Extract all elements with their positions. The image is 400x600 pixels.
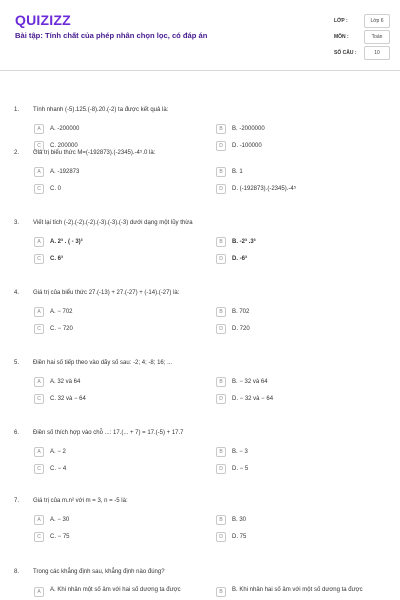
option-a[interactable] [34,306,73,318]
option-d[interactable] [216,253,247,265]
option-letter: A [34,377,44,387]
option-c[interactable] [34,463,66,475]
option-a[interactable] [34,123,79,135]
option-d[interactable] [216,140,262,152]
option-text: B. -2³ .3³ [232,239,256,245]
option-text: C. − 75 [50,534,70,540]
question-number: 1. [14,107,20,113]
meta-label: SỐ CÂU : [334,50,357,56]
option-c[interactable] [34,531,70,543]
meta-row-class [330,14,390,30]
option-text: A. -192873 [50,169,80,175]
option-text: A. 32 và 64 [50,379,81,385]
option-letter: C [34,184,44,194]
question-text: Giá trị biểu thức M=(-192873).(-2345).-4⁵.0 là: [33,150,156,156]
option-letter: A [34,587,44,597]
question-number: 8. [14,569,20,575]
option-letter: D [216,394,226,404]
option-text: D. − 5 [232,466,249,472]
question-text: Giá trị của m.n² với m = 3, n = -5 là: [33,498,128,504]
option-b[interactable] [216,236,256,248]
question-text: Tính nhanh (-5).125.(-8).20.(-2) ta được kết quả là: [33,107,169,113]
worksheet-meta [330,14,390,62]
option-letter: C [34,254,44,264]
question-number: 7. [14,498,20,504]
question-text: Điền số thích hợp vào chỗ ...: 17.(... + 7) = 17.(-5) + 17.7 [33,430,184,436]
option-c[interactable] [34,393,86,405]
option-letter: D [216,141,226,151]
option-b[interactable] [216,306,249,318]
option-b[interactable] [216,446,248,458]
meta-row-subject [330,30,390,46]
option-text: A. Khi nhân một số âm với hai số dương ta được [50,587,181,593]
option-text: A. 2³ . ( - 3)³ [50,239,83,245]
option-text: C. 200000 [50,143,78,149]
option-text: C. 32 và − 64 [50,396,86,402]
option-letter: A [34,124,44,134]
option-letter: D [216,464,226,474]
option-letter: D [216,254,226,264]
option-a[interactable] [34,587,200,599]
option-text: D. -6³ [232,256,247,262]
meta-label: LỚP : [334,18,348,24]
question-number: 5. [14,360,20,366]
option-c[interactable] [34,323,73,335]
option-b[interactable] [216,376,268,388]
meta-value: Lớp 6 [364,14,390,28]
option-text: D. 75 [232,534,247,540]
option-letter: C [34,324,44,334]
option-b[interactable] [216,587,382,599]
option-a[interactable] [34,446,66,458]
option-text: A. − 2 [50,449,66,455]
option-a[interactable] [34,514,69,526]
worksheet-header [0,0,400,71]
option-letter: B [216,307,226,317]
option-d[interactable] [216,393,273,405]
option-a[interactable] [34,166,79,178]
option-d[interactable] [216,323,250,335]
option-c[interactable] [34,183,61,195]
option-letter: C [34,394,44,404]
meta-value: 10 [364,46,390,60]
option-text: A. − 30 [50,517,70,523]
option-a[interactable] [34,236,83,248]
meta-label: MÔN : [334,34,349,40]
option-d[interactable] [216,183,296,195]
question-text: Giá trị của biểu thức 27.(-13) + 27.(-27) + (-14).(-27) là: [33,290,180,296]
question-text: Trong các khẳng định sau, khẳng định nào đúng? [33,569,165,575]
option-letter: A [34,167,44,177]
option-letter: A [34,515,44,525]
option-text: C. 0 [50,186,62,192]
question-text: Viết lại tích (-2).(-2).(-2).(-3).(-3).(-3) dưới dạng một lũy thừa [33,220,193,226]
worksheet-title: Bài tập: Tính chất của phép nhân chọn lọc, có đáp án [15,31,208,40]
meta-row-count [330,46,390,62]
option-letter: D [216,184,226,194]
option-b[interactable] [216,166,243,178]
meta-value: Toán [364,30,390,44]
option-letter: B [216,377,226,387]
question-number: 6. [14,430,20,436]
option-letter: B [216,124,226,134]
option-text: C. 6³ [50,256,64,262]
option-text: B. 702 [232,309,250,315]
option-letter: B [216,587,226,597]
option-d[interactable] [216,531,246,543]
option-b[interactable] [216,514,246,526]
option-letter: C [34,532,44,542]
option-letter: A [34,307,44,317]
option-letter: C [34,141,44,151]
option-a[interactable] [34,376,80,388]
option-text: B. 30 [232,517,247,523]
option-text: B. − 32 và 64 [232,379,268,385]
option-letter: B [216,237,226,247]
option-letter: A [34,447,44,457]
quizizz-logo: QUIZIZZ [15,12,71,28]
option-text: B. -2000000 [232,126,265,132]
option-text: D. 720 [232,326,250,332]
option-letter: B [216,167,226,177]
option-letter: D [216,532,226,542]
option-letter: B [216,447,226,457]
option-letter: D [216,324,226,334]
option-text: D. (-192873).(-2345).-4⁵ [232,186,297,192]
option-letter: A [34,237,44,247]
option-b[interactable] [216,123,265,135]
question-text: Điền hai số tiếp theo vào dãy số sau: -2; 4; -8; 16; ... [33,360,173,366]
option-d[interactable] [216,463,248,475]
option-text: B. 1 [232,169,243,175]
option-letter: B [216,515,226,525]
question-number: 2. [14,150,20,156]
option-text: A. − 702 [50,309,73,315]
option-text: D. − 32 và − 64 [232,396,274,402]
option-c[interactable] [34,253,63,265]
option-text: B. − 3 [232,449,248,455]
question-number: 4. [14,290,20,296]
option-text: D. -100000 [232,143,262,149]
question-number: 3. [14,220,20,226]
option-text: C. − 4 [50,466,67,472]
option-text: C. − 720 [50,326,73,332]
option-letter: C [34,464,44,474]
option-text: A. -200000 [50,126,80,132]
option-text: B. Khi nhân hai số âm với một số dương ta được [232,587,363,593]
